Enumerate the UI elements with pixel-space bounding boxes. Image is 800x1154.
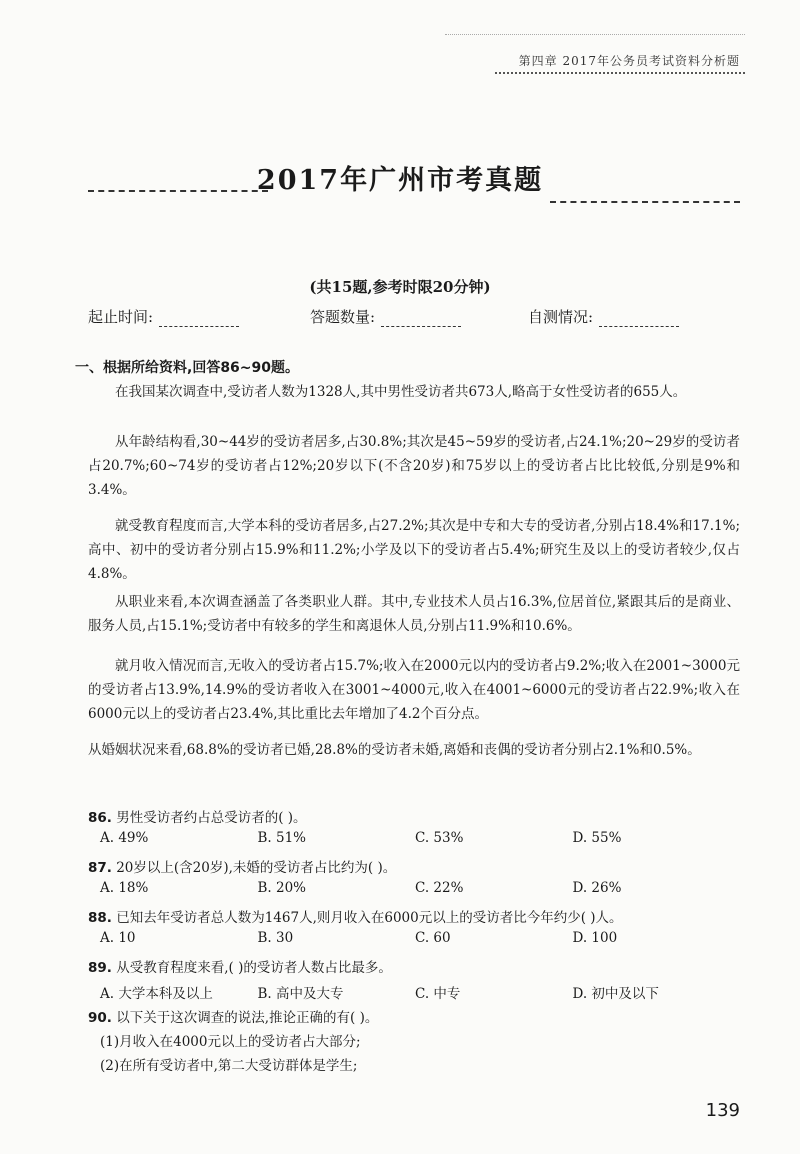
- option-d[interactable]: D. 26%: [572, 880, 622, 896]
- question-88: [88, 906, 623, 926]
- question-number: 88.: [88, 910, 112, 926]
- paragraph-2: 从年龄结构看,30~44岁的受访者居多,占30.8%;其次是45~59岁的受访者,占24.1%;20~29岁的受访者占20.7%;60~74岁的受访者占12%;20岁以下(不含20岁)和75岁以上的受访者占比比较低,分别是9%和3.4%。: [88, 434, 740, 498]
- header-rule: [495, 72, 745, 74]
- subtitle: (共15题,参考时限20分钟): [309, 278, 491, 296]
- correct-count-blank: [381, 310, 461, 327]
- option-c[interactable]: C. 53%: [415, 830, 464, 846]
- question-89: [88, 956, 392, 976]
- option-a[interactable]: A. 大学本科及以上: [100, 986, 213, 1002]
- option-c[interactable]: C. 60: [415, 930, 451, 946]
- paragraph-4: 从职业来看,本次调查涵盖了各类职业人群。其中,专业技术人员占16.3%,位居首位,紧跟其后的是商业、服务人员,占15.1%;受访者中有较多的学生和离退休人员,分别占11.9%和10.6%。: [88, 594, 740, 634]
- start-time-label: 起止时间:: [88, 308, 154, 326]
- option-a[interactable]: A. 18%: [100, 880, 149, 896]
- page-number: 139: [705, 1100, 740, 1121]
- question-text: 以下关于这次调查的说法,推论正确的有( )。: [116, 1010, 379, 1026]
- option-d[interactable]: D. 55%: [572, 830, 622, 846]
- paragraph-6: 从婚姻状况来看,68.8%的受访者已婚,28.8%的受访者未婚,离婚和丧偶的受访者分别占2.1%和0.5%。: [88, 742, 701, 758]
- option-d[interactable]: D. 100: [572, 930, 618, 946]
- correct-count-label: 答题数量:: [310, 308, 376, 326]
- question-number: 89.: [88, 960, 112, 976]
- self-assessment-blank: [599, 310, 679, 327]
- question-86: [88, 806, 307, 826]
- paragraph-5: 就月收入情况而言,无收入的受访者占15.7%;收入在2000元以内的受访者占9.2%;收入在2001~3000元的受访者占13.9%,14.9%的受访者收入在3001~4000元,收入在4001~6000元的受访者占22.9%;收入在6000元以上的受访者占23.4%,其比重比去年增加了4.2个百分点。: [88, 658, 740, 722]
- option-d[interactable]: D. 初中及以下: [572, 986, 659, 1002]
- correct-count-field: [310, 306, 461, 327]
- question-number: 90.: [88, 1010, 112, 1026]
- option-c[interactable]: C. 中专: [415, 986, 461, 1002]
- option-b[interactable]: B. 30: [257, 930, 294, 946]
- option-b[interactable]: B. 51%: [257, 830, 307, 846]
- option-a[interactable]: A. 49%: [100, 830, 149, 846]
- option-b[interactable]: B. 高中及大专: [257, 986, 344, 1002]
- question-text: 男性受访者约占总受访者的( )。: [116, 810, 307, 826]
- option-b[interactable]: B. 20%: [257, 880, 307, 896]
- paragraph-1: 在我国某次调查中,受访者人数为1328人,其中男性受访者共673人,略高于女性受访者的655人。: [115, 384, 687, 400]
- question-number: 86.: [88, 810, 112, 826]
- running-header: 第四章 2017年公务员考试资料分析题: [518, 54, 740, 68]
- question-87: [88, 856, 396, 876]
- question-89-options: [100, 982, 730, 1002]
- statement-2: (2)在所有受访者中,第二大受访群体是学生;: [100, 1058, 358, 1074]
- paragraph-3: 就受教育程度而言,大学本科的受访者居多,占27.2%;其次是中专和大专的受访者,分别占18.4%和17.1%;高中、初中的受访者分别占15.9%和11.2%;小学及以下的受访者占5.4%;研究生及以上的受访者较少,仅占4.8%。: [88, 518, 740, 582]
- start-time-blank: [159, 310, 239, 327]
- question-88-options: [100, 930, 730, 946]
- title-dash-left: [88, 190, 268, 192]
- statement-1: (1)月收入在4000元以上的受访者占大部分;: [100, 1034, 361, 1050]
- start-time-field: [88, 306, 239, 327]
- question-87-options: [100, 880, 730, 896]
- self-assessment-label: 自测情况:: [528, 308, 594, 326]
- option-a[interactable]: A. 10: [100, 930, 136, 946]
- question-number: 87.: [88, 860, 112, 876]
- header-dotted-line: [445, 34, 745, 35]
- option-c[interactable]: C. 22%: [415, 880, 464, 896]
- self-assessment-field: [528, 306, 679, 327]
- question-90: [88, 1006, 378, 1026]
- question-86-options: [100, 830, 730, 846]
- question-text: 20岁以上(含20岁),未婚的受访者占比约为( )。: [116, 860, 397, 876]
- question-text: 从受教育程度来看,( )的受访者人数占比最多。: [116, 960, 392, 976]
- section-title: 一、根据所给资料,回答86~90题。: [75, 360, 300, 376]
- title-dash-right: [550, 201, 740, 203]
- page-title: 2017年广州市考真题: [256, 165, 544, 196]
- question-text: 已知去年受访者总人数为1467人,则月收入在6000元以上的受访者比今年约少( )人。: [116, 910, 623, 926]
